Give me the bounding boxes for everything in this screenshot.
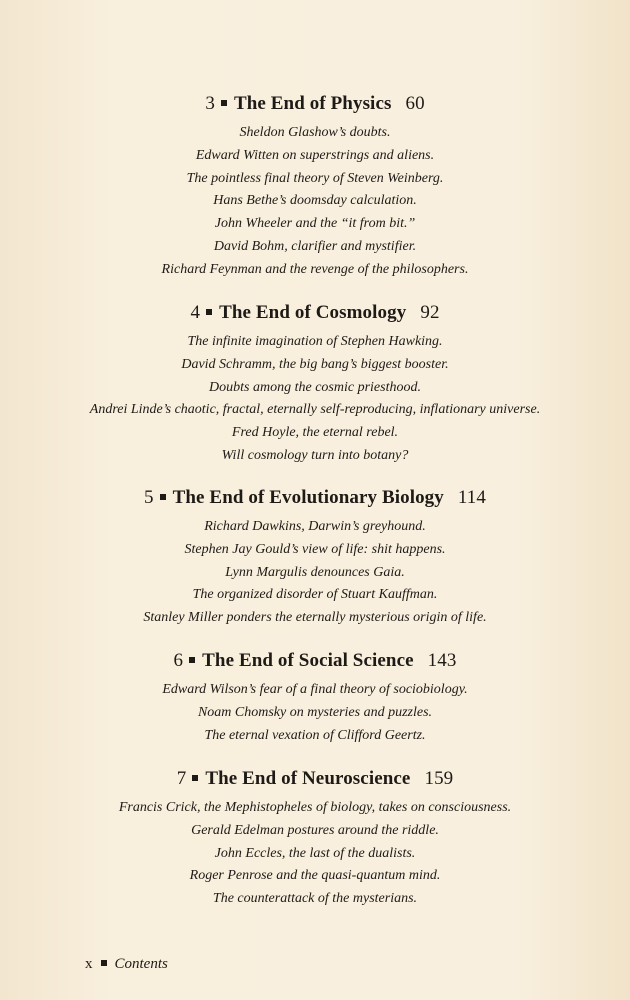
entry-line: Gerald Edelman postures around the riddle.: [191, 822, 439, 838]
chapter-entries: [0, 679, 630, 747]
square-bullet-icon: [221, 100, 227, 106]
chapter-heading: [0, 486, 630, 512]
square-bullet-icon: [206, 309, 212, 315]
entry-line: David Bohm, clarifier and mystifier.: [213, 238, 417, 254]
square-bullet-icon: [101, 960, 107, 966]
entry-line: Francis Crick, the Mephistopheles of biology, takes on consciousness.: [118, 800, 512, 815]
square-bullet-icon: [160, 494, 166, 500]
entry-line: Edward Wilson’s fear of a final theory of sociobiology.: [162, 682, 468, 697]
entry-line: Sheldon Glashow’s doubts.: [239, 125, 391, 140]
chapter-heading: [0, 649, 630, 675]
entry-line: John Eccles, the last of the dualists.: [214, 845, 416, 861]
chapter-page-number: 92: [420, 302, 440, 323]
chapter-number: 3: [205, 93, 215, 114]
chapter-4: [0, 301, 630, 468]
entry-line: The organized disorder of Stuart Kauffman.: [192, 587, 438, 603]
entry-line: Edward Witten on superstrings and aliens.: [195, 147, 435, 163]
chapter-page-number: 143: [427, 650, 457, 671]
chapter-title: The End of Neuroscience: [205, 768, 411, 789]
chapter-heading: [0, 301, 630, 327]
chapter-heading: [0, 767, 630, 793]
chapter-number: 5: [144, 487, 154, 508]
entry-line: Noam Chomsky on mysteries and puzzles.: [197, 704, 433, 720]
chapter-7: [0, 767, 630, 911]
chapter-title: The End of Social Science: [202, 650, 414, 671]
page-footer: [85, 956, 168, 973]
chapter-title: The End of Cosmology: [219, 302, 407, 323]
entry-line: Stephen Jay Gould’s view of life: shit happens.: [184, 541, 446, 557]
chapter-entries: [0, 797, 630, 911]
entry-line: Richard Feynman and the revenge of the philosophers.: [161, 261, 469, 277]
chapter-number: 7: [176, 768, 187, 789]
entry-line: Doubts among the cosmic priesthood.: [209, 379, 421, 395]
entry-line: Lynn Margulis denounces Gaia.: [225, 564, 405, 580]
chapter-entries: [0, 331, 630, 468]
entry-line: The eternal vexation of Clifford Geertz.: [204, 727, 426, 743]
chapter-5: [0, 486, 630, 630]
folio-page-number: x: [85, 956, 93, 972]
chapter-number: 4: [190, 302, 201, 323]
entry-line: Will cosmology turn into botany?: [221, 447, 409, 463]
chapter-page-number: 60: [405, 93, 425, 114]
chapter-title: The End of Evolutionary Biology: [172, 487, 444, 508]
entry-line: John Wheeler and the “it from bit.”: [214, 216, 416, 232]
chapter-entries: [0, 516, 630, 630]
entry-line: The pointless final theory of Steven Weinberg.: [186, 170, 444, 186]
entry-line: Roger Penrose and the quasi-quantum mind.: [189, 868, 441, 884]
chapter-page-number: 114: [457, 487, 486, 508]
chapter-number: 6: [173, 650, 184, 671]
entry-line: The counterattack of the mysterians.: [212, 891, 418, 907]
chapter-entries: [0, 122, 630, 282]
chapter-6: [0, 649, 630, 747]
entry-line: Richard Dawkins, Darwin’s greyhound.: [204, 519, 426, 534]
entry-line: Hans Bethe’s doomsday calculation.: [213, 193, 417, 209]
chapter-heading: [0, 92, 630, 118]
entry-line: Stanley Miller ponders the eternally mysterious origin of life.: [143, 610, 487, 626]
entry-line: The infinite imagination of Stephen Hawking.: [187, 334, 443, 349]
chapter-title: The End of Physics: [233, 93, 392, 114]
running-head: Contents: [114, 956, 168, 972]
chapter-page-number: 159: [424, 768, 454, 789]
square-bullet-icon: [189, 657, 195, 663]
entry-line: Andrei Linde’s chaotic, fractal, eternally self-reproducing, inflationary universe.: [89, 402, 541, 418]
square-bullet-icon: [192, 775, 198, 781]
entry-line: David Schramm, the big bang’s biggest booster.: [181, 356, 449, 372]
entry-line: Fred Hoyle, the eternal rebel.: [231, 425, 399, 441]
chapter-3: [0, 92, 630, 282]
